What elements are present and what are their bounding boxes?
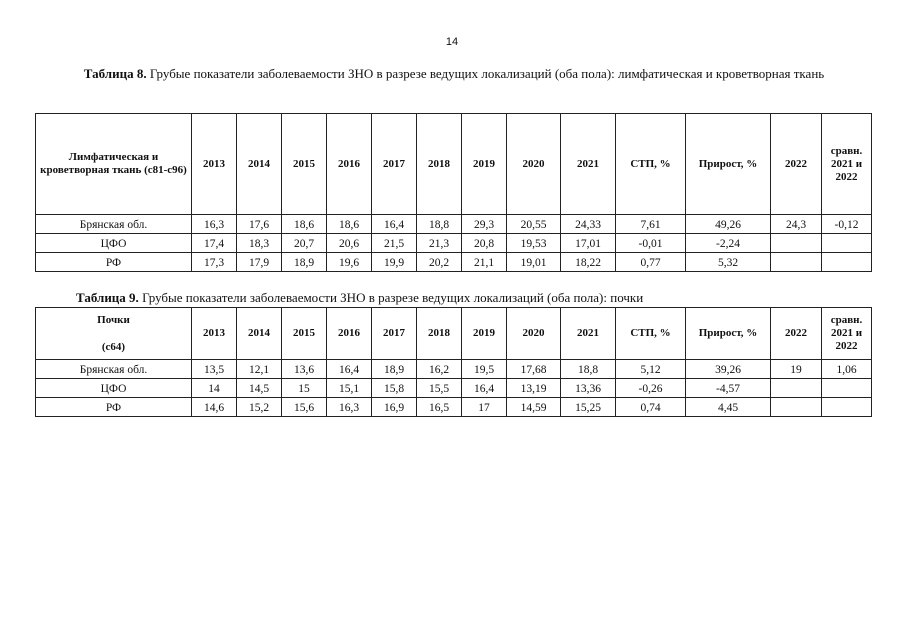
column-header: 2015	[282, 114, 327, 215]
table-cell: 18,6	[282, 215, 327, 234]
column-header: 2017	[372, 308, 417, 360]
row-label: РФ	[36, 253, 192, 272]
table-cell	[771, 253, 822, 272]
table-cell: 20,6	[327, 234, 372, 253]
table-cell: 18,9	[372, 360, 417, 379]
row-label: Брянская обл.	[36, 215, 192, 234]
table-cell	[822, 398, 872, 417]
column-header: 2018	[417, 114, 462, 215]
column-header: сравн. 2021 и 2022	[822, 308, 872, 360]
column-header: Прирост, %	[686, 114, 771, 215]
column-header: СТП, %	[616, 308, 686, 360]
table-cell: 0,74	[616, 398, 686, 417]
table-cell: 17,9	[237, 253, 282, 272]
column-header: сравн. 2021 и 2022	[822, 114, 872, 215]
table-cell: 0,77	[616, 253, 686, 272]
table-cell: 16,3	[327, 398, 372, 417]
table-row	[36, 234, 872, 253]
table-cell: 17,3	[192, 253, 237, 272]
table-cell: 5,32	[686, 253, 771, 272]
table-cell: 16,4	[327, 360, 372, 379]
table-cell: 13,5	[192, 360, 237, 379]
table-cell: 21,3	[417, 234, 462, 253]
column-header: СТП, %	[616, 114, 686, 215]
table-cell: 14,59	[507, 398, 561, 417]
table-cell	[822, 379, 872, 398]
column-header: 2020	[507, 308, 561, 360]
table-cell	[771, 379, 822, 398]
table9-header-label-name: Почки	[97, 313, 130, 326]
table-cell: 19,01	[507, 253, 561, 272]
table-cell: 16,4	[462, 379, 507, 398]
column-header: 2015	[282, 308, 327, 360]
column-header: 2014	[237, 114, 282, 215]
table-cell	[771, 234, 822, 253]
column-header: 2013	[192, 114, 237, 215]
table-cell: 39,26	[686, 360, 771, 379]
table8-header-label: Лимфатическая и кроветворная ткань (с81-с96)	[36, 114, 192, 215]
column-header: 2021	[561, 114, 616, 215]
column-header: 2014	[237, 308, 282, 360]
table-cell: 15,2	[237, 398, 282, 417]
table-cell: 16,9	[372, 398, 417, 417]
table-cell: 20,8	[462, 234, 507, 253]
table8-caption	[44, 66, 864, 81]
column-header: 2022	[771, 114, 822, 215]
table-cell: 14	[192, 379, 237, 398]
table-cell: 7,61	[616, 215, 686, 234]
table-cell: 24,3	[771, 215, 822, 234]
column-header: 2016	[327, 308, 372, 360]
table-cell: 15,1	[327, 379, 372, 398]
table-cell: 15,25	[561, 398, 616, 417]
table-cell: 14,6	[192, 398, 237, 417]
row-label: РФ	[36, 398, 192, 417]
table-cell: 4,45	[686, 398, 771, 417]
table-cell: 18,6	[327, 215, 372, 234]
table-row	[36, 379, 872, 398]
column-header: 2019	[462, 308, 507, 360]
table-cell: 5,12	[616, 360, 686, 379]
table-cell: 17,68	[507, 360, 561, 379]
table9-header-label-code: (с64)	[101, 340, 126, 353]
table-cell: 16,5	[417, 398, 462, 417]
column-header: 2022	[771, 308, 822, 360]
table9	[35, 307, 872, 417]
table8-header-row	[36, 114, 872, 215]
table9-header-row	[36, 308, 872, 360]
table-cell: -0,01	[616, 234, 686, 253]
table-cell: 17,4	[192, 234, 237, 253]
table8-caption-number: Таблица 8.	[83, 66, 147, 81]
table9-caption-text: Грубые показатели заболеваемости ЗНО в разрезе ведущих локализаций (оба пола): почки	[138, 290, 644, 305]
row-label: Брянская обл.	[36, 360, 192, 379]
table-row	[36, 253, 872, 272]
table-cell: 19,9	[372, 253, 417, 272]
table-cell: 17,6	[237, 215, 282, 234]
table-cell: 13,19	[507, 379, 561, 398]
column-header: 2021	[561, 308, 616, 360]
table-cell: 12,1	[237, 360, 282, 379]
column-header: Прирост, %	[686, 308, 771, 360]
table-cell: 29,3	[462, 215, 507, 234]
table-cell: 18,8	[417, 215, 462, 234]
table-cell: 21,5	[372, 234, 417, 253]
column-header: 2016	[327, 114, 372, 215]
table-cell: 20,7	[282, 234, 327, 253]
table-cell: 20,55	[507, 215, 561, 234]
table-cell: 15,6	[282, 398, 327, 417]
table9-caption-number: Таблица 9.	[76, 290, 139, 305]
table-cell	[771, 398, 822, 417]
column-header: 2019	[462, 114, 507, 215]
table-cell: -2,24	[686, 234, 771, 253]
table-cell: 18,3	[237, 234, 282, 253]
table-cell: 19,5	[462, 360, 507, 379]
table-cell: 24,33	[561, 215, 616, 234]
table-cell: 16,4	[372, 215, 417, 234]
table-cell: 16,2	[417, 360, 462, 379]
table-cell	[822, 253, 872, 272]
table-cell: 20,2	[417, 253, 462, 272]
table-row	[36, 215, 872, 234]
table-cell: 15,5	[417, 379, 462, 398]
table-cell: -0,26	[616, 379, 686, 398]
table-cell: -4,57	[686, 379, 771, 398]
table-cell: 21,1	[462, 253, 507, 272]
table-cell: 18,9	[282, 253, 327, 272]
column-header: 2020	[507, 114, 561, 215]
column-header: 2013	[192, 308, 237, 360]
table-row	[36, 398, 872, 417]
table-cell: 13,36	[561, 379, 616, 398]
table-cell: 49,26	[686, 215, 771, 234]
table-row	[36, 360, 872, 379]
table-cell: 13,6	[282, 360, 327, 379]
table8-caption-text: Грубые показатели заболеваемости ЗНО в разрезе ведущих локализаций (оба пола): лимфатическая и кроветворная ткань	[146, 66, 825, 81]
table-cell: 16,3	[192, 215, 237, 234]
table-cell	[822, 234, 872, 253]
table9-header-label	[36, 308, 192, 360]
column-header: 2018	[417, 308, 462, 360]
table-cell: 15	[282, 379, 327, 398]
row-label: ЦФО	[36, 379, 192, 398]
table-cell: 14,5	[237, 379, 282, 398]
table-cell: 1,06	[822, 360, 872, 379]
page-number: 14	[445, 36, 459, 48]
table-cell: -0,12	[822, 215, 872, 234]
table8	[35, 113, 872, 272]
table-cell: 15,8	[372, 379, 417, 398]
column-header: 2017	[372, 114, 417, 215]
table-cell: 17	[462, 398, 507, 417]
table9-caption	[76, 290, 836, 305]
table-cell: 18,22	[561, 253, 616, 272]
table-cell: 19,53	[507, 234, 561, 253]
table-cell: 19	[771, 360, 822, 379]
table-cell: 17,01	[561, 234, 616, 253]
table-cell: 18,8	[561, 360, 616, 379]
table-cell: 19,6	[327, 253, 372, 272]
row-label: ЦФО	[36, 234, 192, 253]
